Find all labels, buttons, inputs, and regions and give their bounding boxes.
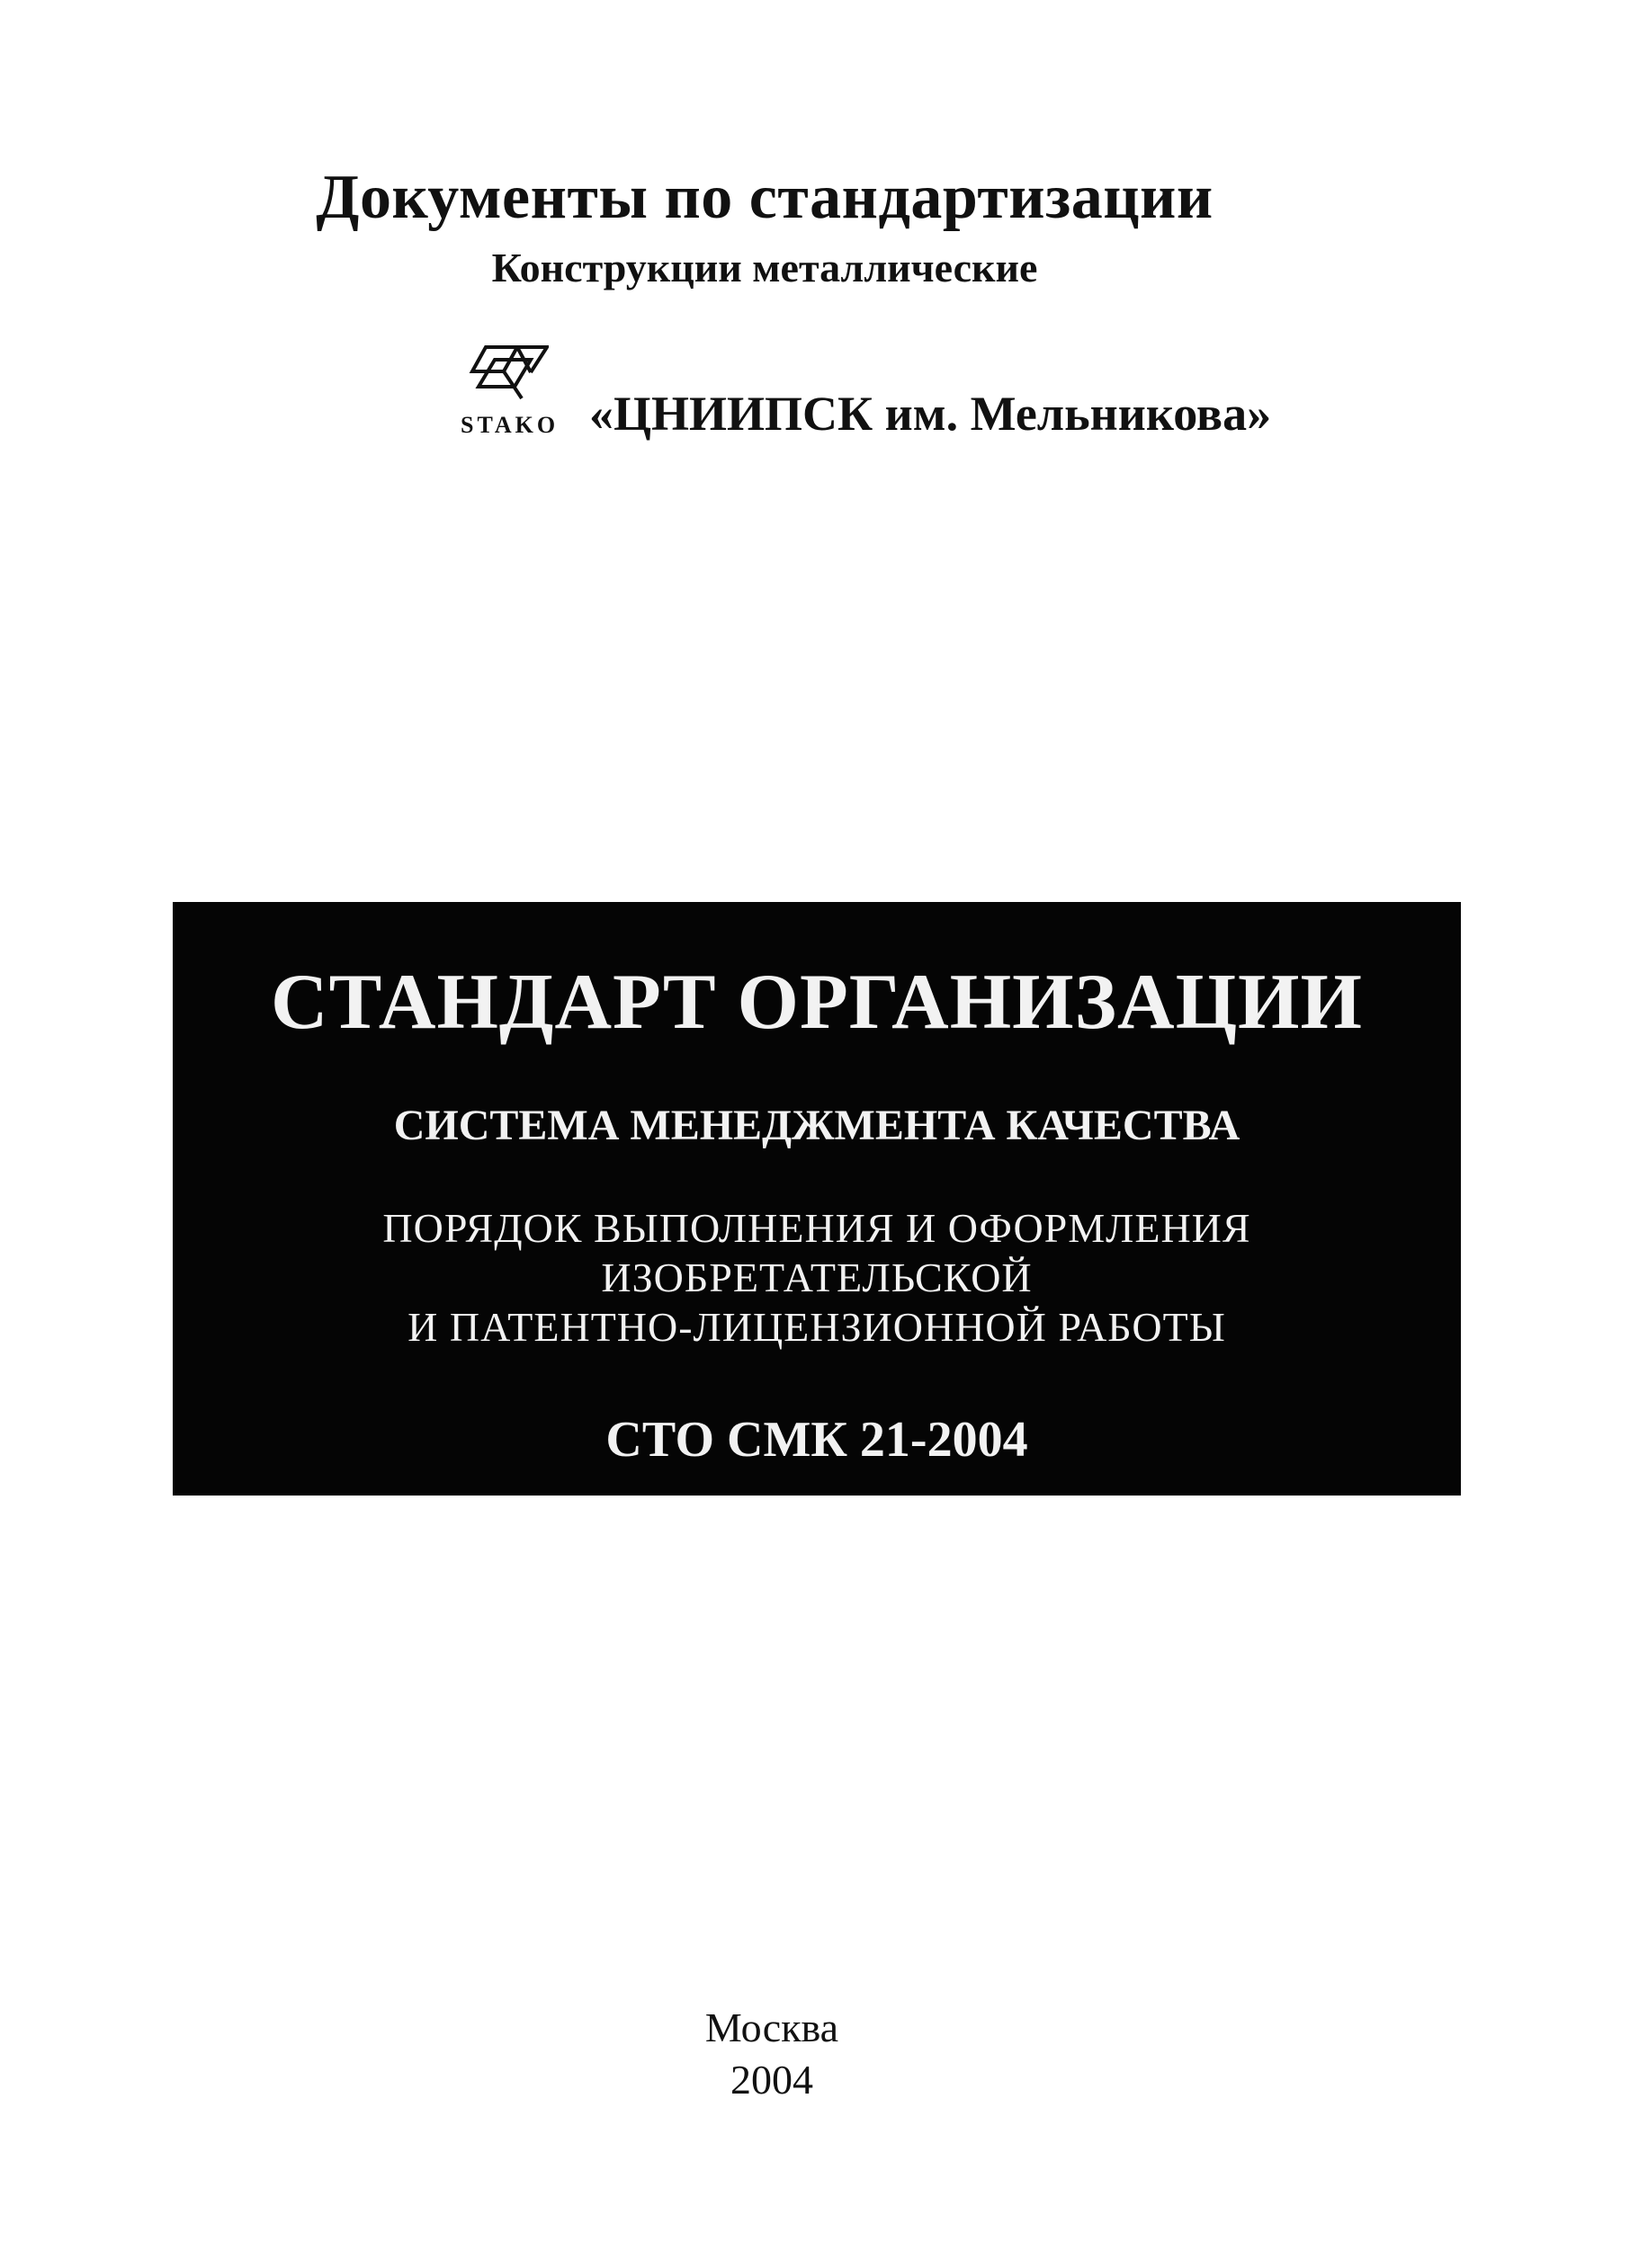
subject-line: ИЗОБРЕТАТЕЛЬСКОЙ [601, 1255, 1033, 1301]
title-banner [173, 902, 1461, 1496]
publisher-block [459, 340, 1358, 448]
subject-line: ПОРЯДОК ВЫПОЛНЕНИЯ И ОФОРМЛЕНИЯ [382, 1205, 1251, 1251]
publication-city: Москва [704, 2005, 839, 2050]
document-system-title: СИСТЕМА МЕНЕДЖМЕНТА КАЧЕСТВА [393, 1102, 1240, 1149]
document-code: СТО СМК 21-2004 [605, 1412, 1028, 1468]
publication-year: 2004 [730, 2057, 813, 2103]
subject-line: И ПАТЕНТНО-ЛИЦЕНЗИОННОЙ РАБОТЫ [408, 1304, 1226, 1351]
series-title: Документы по стандартизации [316, 163, 1214, 232]
series-subtitle: Конструкции металлические [491, 245, 1038, 290]
organization-name: «ЦНИИПСК им. Мельникова» [589, 387, 1272, 441]
logo-text: STAKO [461, 412, 560, 438]
document-type-title: СТАНДАРТ ОРГАНИЗАЦИИ [271, 959, 1363, 1046]
stako-logo [459, 340, 558, 443]
stako-logo-icon [468, 340, 549, 403]
document-subject [173, 1203, 1461, 1353]
